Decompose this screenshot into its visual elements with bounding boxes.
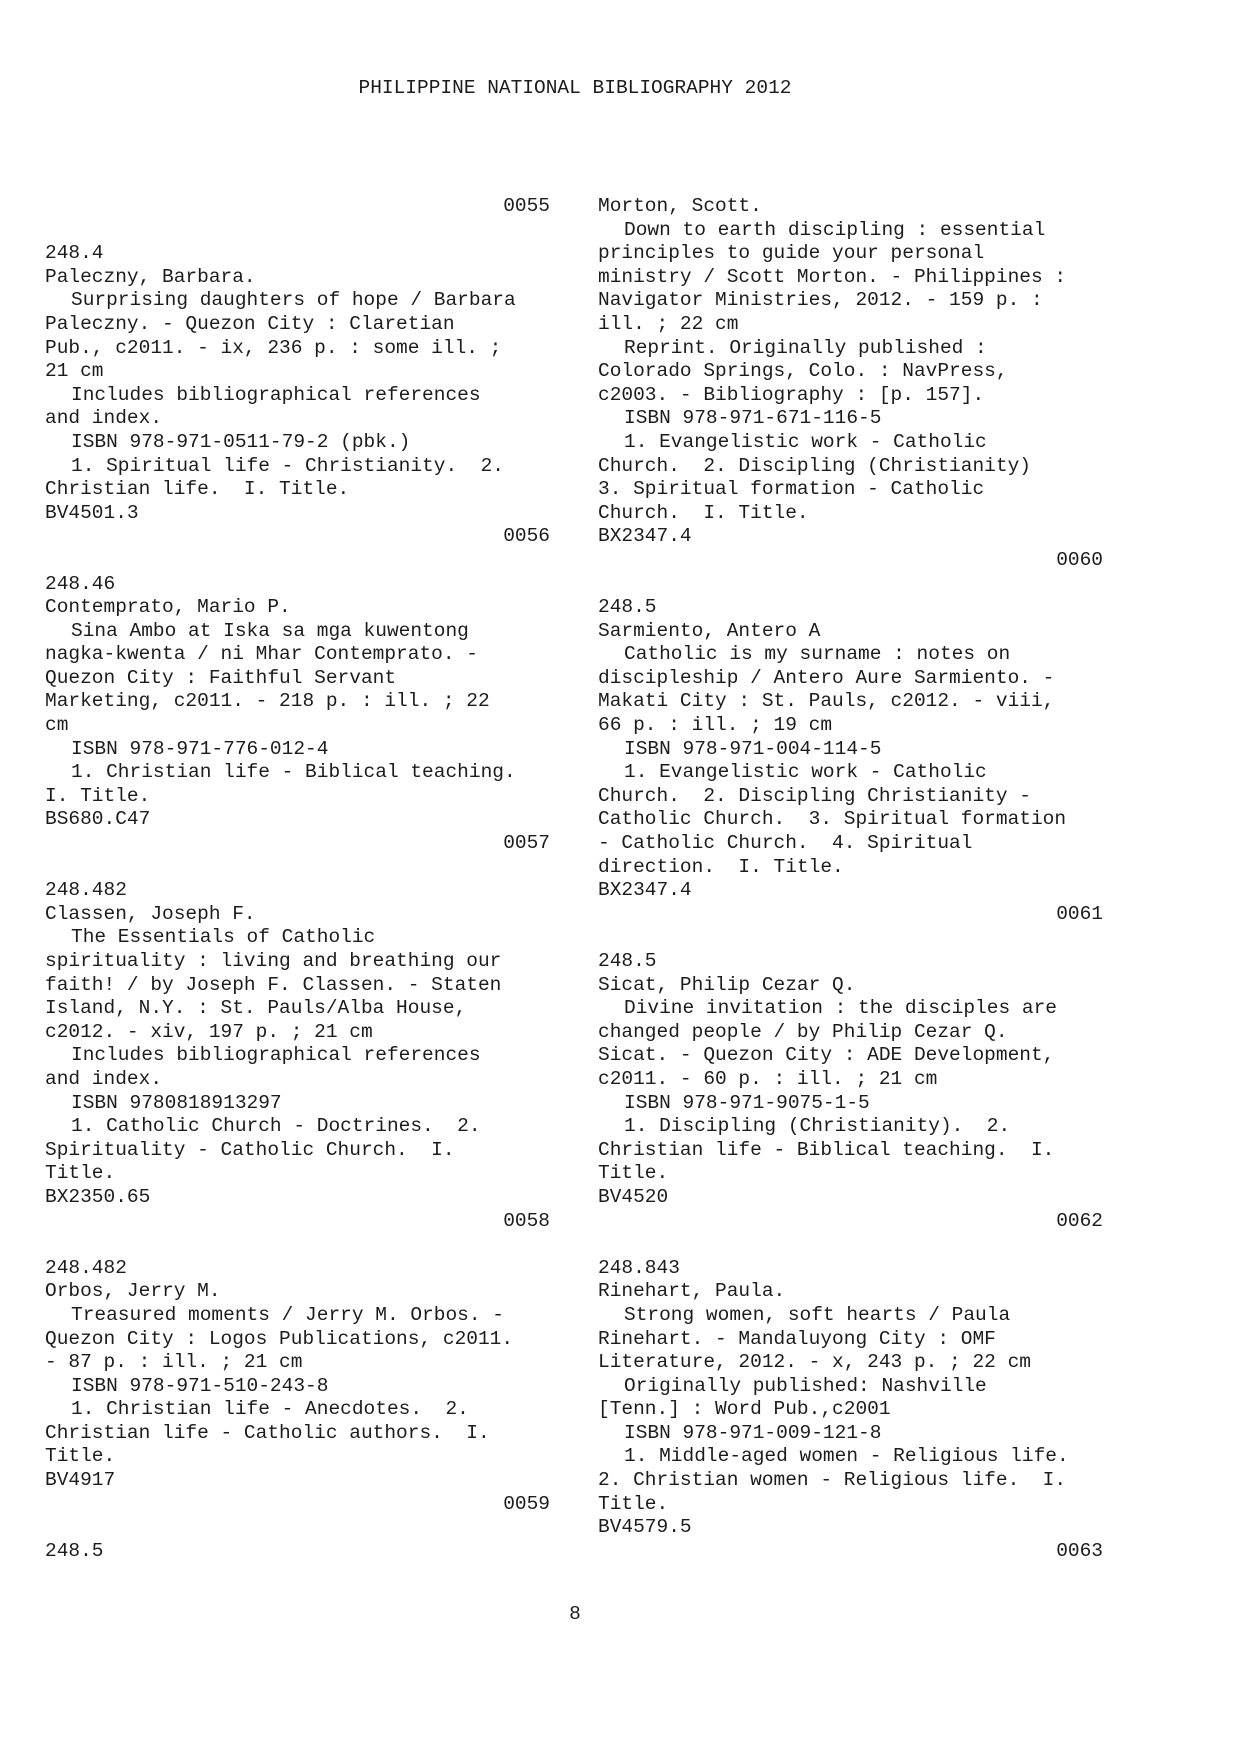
entry-line: 3. Spiritual formation - Catholic: [598, 478, 985, 501]
entry-line: Colorado Springs, Colo. : NavPress,: [598, 360, 1008, 383]
entry-line: 1. Catholic Church - Doctrines. 2.: [71, 1115, 481, 1138]
entry-line: ISBN 978-971-9075-1-5: [624, 1091, 870, 1114]
entry-line: Catholic is my surname : notes on: [624, 643, 1011, 666]
entry-line: BV4520: [598, 1185, 669, 1208]
entry-line: 2. Christian women - Religious life. I.: [598, 1469, 1067, 1492]
entry-line: ISBN 9780818913297: [71, 1091, 282, 1114]
entry-line: 1. Evangelistic work - Catholic: [624, 761, 987, 784]
entry-line: ISBN 978-971-776-012-4: [71, 737, 329, 760]
entry-line: Church. 2. Discipling (Christianity): [598, 454, 1031, 477]
entry-line: changed people / by Philip Cezar Q.: [598, 1020, 1008, 1043]
left-column: [45, 195, 550, 1563]
entry-line: 248.482: [45, 1256, 127, 1279]
entry-line: BV4917: [45, 1469, 116, 1492]
entry-line: Title.: [598, 1162, 669, 1185]
entry-line: Paleczny. - Quezon City : Claretian: [45, 312, 455, 335]
entry-line: Literature, 2012. - x, 243 p. ; 22 cm: [598, 1351, 1031, 1374]
entry-line: 66 p. : ill. ; 19 cm: [598, 714, 833, 737]
entry-line: ISBN 978-971-510-243-8: [71, 1374, 329, 1397]
entry-line: Spirituality - Catholic Church. I.: [45, 1138, 455, 1161]
blank-line: [45, 549, 550, 573]
entry-line: direction. I. Title.: [598, 855, 844, 878]
entry-line: principles to guide your personal: [598, 242, 985, 265]
entry-line: Down to earth discipling : essential: [624, 218, 1046, 241]
entry-line: Quezon City : Faithful Servant: [45, 666, 397, 689]
blank-line: [45, 856, 550, 880]
entry-line: Title.: [45, 1162, 116, 1185]
blank-line: [45, 1516, 550, 1540]
entry-line: Christian life - Biblical teaching. I.: [598, 1138, 1055, 1161]
entry-line: 248.482: [45, 879, 127, 902]
entry-line: Includes bibliographical references: [71, 383, 481, 406]
entry-line: Sarmiento, Antero A: [598, 619, 821, 642]
entry-line: Strong women, soft hearts / Paula: [624, 1303, 1011, 1326]
entry-line: BV4501.3: [45, 501, 139, 524]
entry-number: 0063: [1056, 1539, 1103, 1562]
entry-line: BX2347.4: [598, 525, 692, 548]
entry-line: 1. Spiritual life - Christianity. 2.: [71, 454, 504, 477]
entry-line: ISBN 978-971-671-116-5: [624, 407, 882, 430]
entry-line: c2012. - xiv, 197 p. ; 21 cm: [45, 1020, 373, 1043]
entry-line: Paleczny, Barbara.: [45, 265, 256, 288]
entry-line: c2003. - Bibliography : [p. 157].: [598, 383, 985, 406]
entry-line: Catholic Church. 3. Spiritual formation: [598, 808, 1067, 831]
entry-number: 0059: [503, 1492, 550, 1515]
entry-line: and index.: [45, 407, 163, 430]
entry-line: 248.843: [598, 1256, 680, 1279]
entry-line: ISBN 978-971-004-114-5: [624, 737, 882, 760]
blank-line: [45, 1233, 550, 1257]
entry-line: ministry / Scott Morton. - Philippines :: [598, 265, 1067, 288]
entry-line: cm: [45, 714, 69, 737]
entry-line: - 87 p. : ill. ; 21 cm: [45, 1351, 303, 1374]
entry-line: Classen, Joseph F.: [45, 902, 256, 925]
entry-line: 248.5: [598, 950, 657, 972]
entry-line: Makati City : St. Pauls, c2012. - viii,: [598, 690, 1055, 713]
entry-line: [Tenn.] : Word Pub.,c2001: [598, 1398, 891, 1421]
entry-line: Contemprato, Mario P.: [45, 596, 291, 619]
entry-line: Morton, Scott.: [598, 195, 762, 217]
entry-line: Title.: [45, 1445, 116, 1468]
entry-line: 1. Discipling (Christianity). 2.: [624, 1115, 1011, 1138]
entry-line: 1. Evangelistic work - Catholic: [624, 430, 987, 453]
entry-line: 1. Christian life - Anecdotes. 2.: [71, 1398, 469, 1421]
entry-line: Sicat. - Quezon City : ADE Development,: [598, 1044, 1055, 1067]
entry-line: ISBN 978-971-0511-79-2 (pbk.): [71, 430, 411, 453]
entry-line: Island, N.Y. : St. Pauls/Alba House,: [45, 997, 467, 1020]
entry-line: Church. I. Title.: [598, 501, 809, 524]
entry-line: Christian life - Catholic authors. I.: [45, 1421, 490, 1444]
blank-line: [598, 926, 1103, 950]
entry-line: ISBN 978-971-009-121-8: [624, 1421, 882, 1444]
entry-line: Sicat, Philip Cezar Q.: [598, 973, 856, 996]
entry-line: Rinehart. - Mandaluyong City : OMF: [598, 1327, 996, 1350]
entry-line: 248.5: [598, 596, 657, 619]
entry-number: 0058: [503, 1209, 550, 1232]
entry-line: and index.: [45, 1067, 163, 1090]
entry-line: Rinehart, Paula.: [598, 1280, 786, 1303]
entry-line: BV4579.5: [598, 1516, 692, 1539]
entry-line: 248.4: [45, 242, 104, 265]
entry-line: Quezon City : Logos Publications, c2011.: [45, 1327, 514, 1350]
entry-line: nagka-kwenta / ni Mhar Contemprato. -: [45, 643, 478, 666]
entry-line: Christian life. I. Title.: [45, 478, 350, 501]
entry-number: 0061: [1056, 902, 1103, 925]
entry-line: Marketing, c2011. - 218 p. : ill. ; 22: [45, 690, 490, 713]
entry-line: 21 cm: [45, 360, 104, 383]
entry-line: faith! / by Joseph F. Classen. - Staten: [45, 973, 502, 996]
blank-line: [598, 573, 1103, 597]
right-column: [598, 195, 1103, 1563]
entry-line: BX2350.65: [45, 1185, 151, 1208]
entry-line: Church. 2. Discipling Christianity -: [598, 784, 1031, 807]
entry-line: BX2347.4: [598, 879, 692, 902]
entry-number: 0055: [503, 195, 550, 217]
entry-line: I. Title.: [45, 784, 151, 807]
page-number: 8: [569, 1603, 581, 1625]
entry-line: Reprint. Originally published :: [624, 336, 987, 359]
entry-line: Title.: [598, 1492, 669, 1515]
entry-line: 248.46: [45, 572, 116, 595]
entry-line: 1. Middle-aged women - Religious life.: [624, 1445, 1069, 1468]
entry-line: Sina Ambo at Iska sa mga kuwentong: [71, 619, 469, 642]
entry-line: Surprising daughters of hope / Barbara: [71, 289, 516, 312]
entry-line: Orbos, Jerry M.: [45, 1280, 221, 1303]
entry-line: c2011. - 60 p. : ill. ; 21 cm: [598, 1067, 938, 1090]
entry-line: discipleship / Antero Aure Sarmiento. -: [598, 666, 1055, 689]
entry-number: 0056: [503, 525, 550, 548]
entry-line: Originally published: Nashville: [624, 1374, 987, 1397]
entry-number: 0060: [1056, 548, 1103, 571]
entry-number: 0057: [503, 832, 550, 855]
entry-line: spirituality : living and breathing our: [45, 950, 502, 972]
entry-line: 248.5: [45, 1539, 104, 1562]
entry-line: Pub., c2011. - ix, 236 p. : some ill. ;: [45, 336, 502, 359]
blank-line: [598, 1233, 1103, 1257]
blank-line: [45, 219, 550, 243]
entry-line: BS680.C47: [45, 808, 151, 831]
entry-line: - Catholic Church. 4. Spiritual: [598, 832, 973, 855]
entry-line: Includes bibliographical references: [71, 1044, 481, 1067]
entry-line: 1. Christian life - Biblical teaching.: [71, 761, 516, 784]
entry-line: Treasured moments / Jerry M. Orbos. -: [71, 1303, 504, 1326]
entry-number: 0062: [1056, 1209, 1103, 1232]
page-header-title: PHILIPPINE NATIONAL BIBLIOGRAPHY 2012: [358, 77, 792, 99]
entry-line: The Essentials of Catholic: [71, 926, 376, 949]
entry-line: Navigator Ministries, 2012. - 159 p. :: [598, 289, 1043, 312]
entry-line: ill. ; 22 cm: [598, 312, 739, 335]
entry-line: Divine invitation : the disciples are: [624, 997, 1057, 1020]
